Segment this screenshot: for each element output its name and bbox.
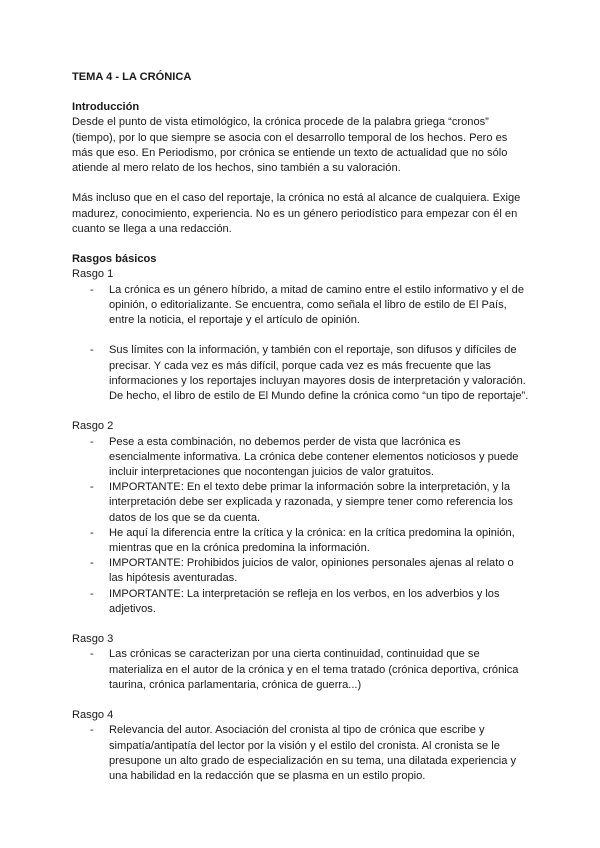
bullet-dash: - [90,481,94,494]
rasgo-4-label: Rasgo 4 [72,709,114,722]
list-item [72,647,530,693]
intro-paragraph-2: Más incluso que en el caso del reportaje, la crónica no está al alcance de cualquiera. Exige madurez, conocimiento, experiencia. No es un género periodístico para empezar con él en cuanto se llega a una redacción. [72,192,521,235]
rasgo-1-list-b [72,343,530,404]
bullet-dash: - [90,526,94,539]
rasgo-3-label: Rasgo 3 [72,633,114,646]
document-title: TEMA 4 - LA CRÓNICA [72,71,192,83]
list-item-text: IMPORTANTE: Prohibidos juicios de valor, opiniones personales ajenas al relato o las hipótesis aventuradas. [109,557,514,585]
intro-heading: Introducción [72,101,140,114]
intro-paragraph-1: Desde el punto de vista etimológico, la crónica procede de la palabra griega “cronos” (tiempo), por lo que siempre se asocia con el desarrollo temporal de los hechos. Pero es más que eso. En Periodismo, por crónica se entiende un texto de actualidad que no sólo atiende al mero relato de los hechos, sino también a su valoración. [72,116,508,175]
list-item-text: Las crónicas se caracterizan por una cierta continuidad, continuidad que se materializa en el autor de la crónica y en el tema tratado (crónica deportiva, crónica taurina, crónica parlamentaria, crónica de guerra...) [109,648,519,691]
rasgo-1-list [72,283,530,329]
spacer [72,617,530,632]
list-item-text: La crónica es un género híbrido, a mitad de camino entre el estilo informativo y el de opinión, o editorializante. Se encuentra, como señala el libro de estilo de El País, entre la noticia, el reportaje y el artículo de opinión. [109,283,525,327]
list-item [72,343,530,404]
spacer [72,404,530,419]
rasgo-3-list [72,647,530,693]
list-item [72,480,530,526]
bullet-dash: - [90,557,94,570]
bullet-dash: - [90,283,94,296]
list-item-text: IMPORTANTE: En el texto debe primar la información sobre la interpretación, y la interpretación debe ser explicada y razonada, y siempre tener como referencia los datos de los que se da cuenta. [109,481,513,524]
bullet-dash: - [90,435,94,448]
spacer [72,693,530,708]
list-item-text: Pese a esta combinación, no debemos perder de vista que lacrónica es esencialmente informativa. La crónica debe contener elementos noticiosos y puede incluir interpretaciones que nocontengan juicios de valor gratuitos. [109,435,519,479]
spacer [72,237,530,252]
spacer [72,328,530,343]
list-item [72,283,530,329]
list-item-text: Sus límites con la información, y también con el reportaje, son difusos y difíciles de precisar. Y cada vez es más difícil, porque cada vez es más frecuente que las informaciones y los reportajes incluyan mayores dosis de interpretación y valoración. De hecho, el libro de estilo de El Mundo define la crónica como “un tipo de reportaje”. [109,344,529,403]
list-item [72,435,530,481]
rasgo-4-list [72,723,530,784]
list-item [72,556,530,586]
rasgos-heading: Rasgos básicos [72,253,157,266]
list-item [72,587,530,617]
rasgo-2-list [72,435,530,617]
spacer [72,176,530,191]
list-item-text: Relevancia del autor. Asociación del cronista al tipo de crónica que escribe y simpatía/antipatía del lector por la visión y el estilo del cronista. Al cronista se le presupone un alto grado de especialización en su tema, una dilatada experiencia y una habilidad en la redacción que se plasma en un estilo propio. [109,724,517,783]
list-item-text: IMPORTANTE: La interpretación se refleja en los verbos, en los adverbios y los adjetivos. [109,587,500,615]
rasgo-1-label: Rasgo 1 [72,268,114,281]
rasgo-2-label: Rasgo 2 [72,420,114,433]
bullet-dash: - [90,648,94,661]
bullet-dash: - [90,587,94,600]
list-item [72,723,530,784]
list-item-text: He aquí la diferencia entre la crítica y la crónica: en la crítica predomina la opinión, mientras que en la crónica predomina la información. [109,526,515,555]
document-page [72,70,530,784]
bullet-dash: - [90,344,94,357]
list-item [72,526,530,556]
bullet-dash: - [90,724,94,737]
